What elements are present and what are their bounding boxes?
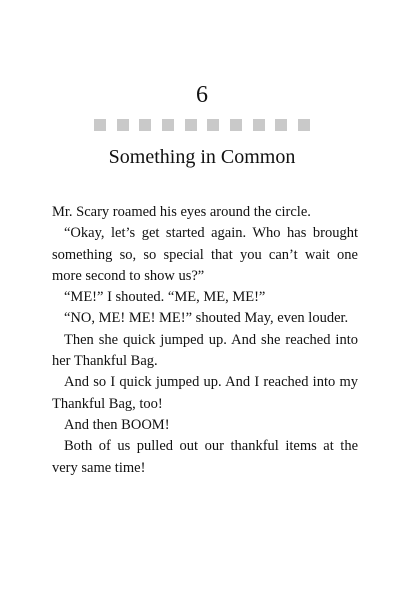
paragraph: “NO, ME! ME! ME!” shouted May, even louder.: [64, 310, 349, 327]
chapter-body: [52, 202, 358, 479]
divider-square: [275, 119, 287, 131]
divider-square: [207, 119, 219, 131]
divider-square: [117, 119, 129, 131]
divider-square: [298, 119, 310, 131]
paragraph: Mr. Scary roamed his eyes around the circle.: [52, 204, 311, 220]
divider-square: [94, 119, 106, 131]
divider-square: [162, 119, 174, 131]
paragraph: “Okay, let’s get started again. Who has brought something so, so special that you can’t wait one more second to show us?”: [52, 225, 358, 284]
divider-square: [139, 119, 151, 131]
divider-square: [185, 119, 197, 131]
chapter-title: Something in Common: [108, 146, 296, 168]
chapter-divider: [94, 119, 310, 132]
paragraph: And so I quick jumped up. And I reached into my Thankful Bag, too!: [52, 374, 358, 412]
divider-square: [253, 119, 265, 131]
paragraph: Both of us pulled out our thankful items at the very same time!: [52, 438, 358, 476]
divider-square: [230, 119, 242, 131]
paragraph: And then BOOM!: [64, 416, 170, 433]
paragraph: “ME!” I shouted. “ME, ME, ME!”: [64, 289, 266, 306]
chapter-number: 6: [196, 82, 208, 108]
paragraph: Then she quick jumped up. And she reached into her Thankful Bag.: [52, 331, 358, 370]
